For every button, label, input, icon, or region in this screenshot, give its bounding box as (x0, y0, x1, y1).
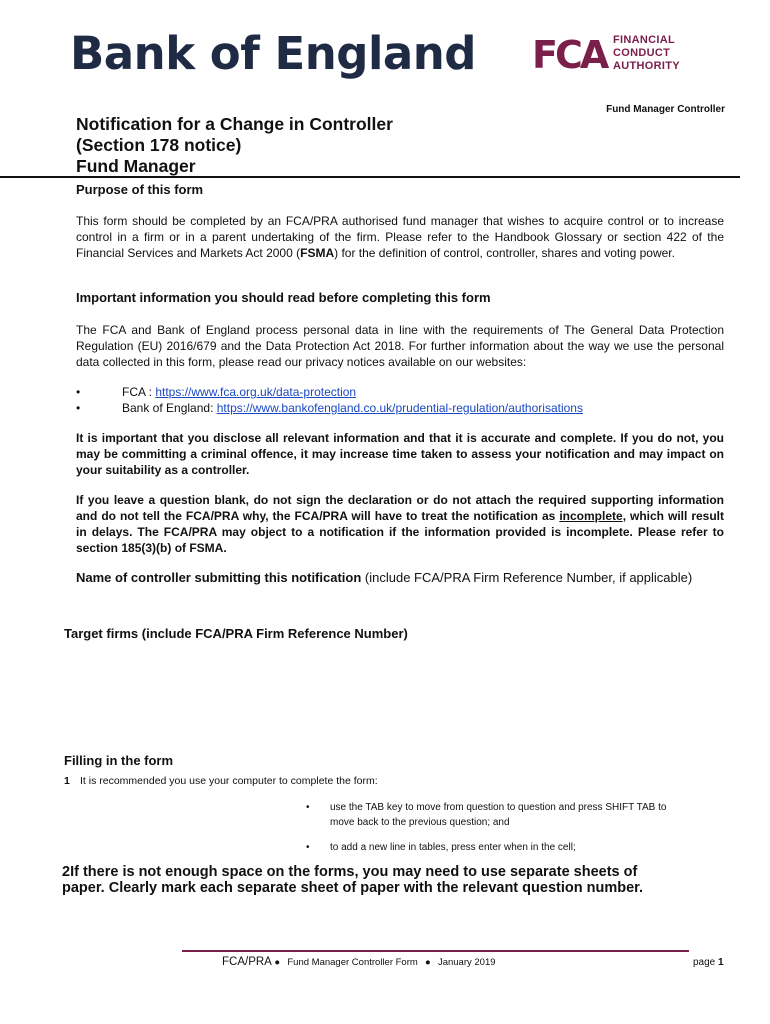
incomplete-warning (76, 492, 724, 556)
instruction-bullet-text: to add a new line in tables, press enter when in the cell; (330, 842, 576, 853)
controller-note: (include FCA/PRA Firm Reference Number, if applicable) (361, 570, 693, 585)
list-item (306, 800, 686, 832)
purpose-paragraph (76, 213, 724, 261)
list-item (76, 384, 356, 400)
important-heading: Important information you should read before completing this form (76, 290, 491, 305)
link-label: Bank of England: (122, 401, 217, 415)
link-label: FCA : (122, 385, 156, 399)
step-number: 2 (62, 864, 71, 880)
step-text: It is recommended you use your computer to complete the form: (80, 775, 378, 787)
page-number-value: 1 (718, 957, 724, 968)
fca-logo-line: CONDUCT (613, 47, 671, 59)
page-label: page (693, 957, 716, 968)
boe-privacy-link[interactable]: https://www.bankofengland.co.uk/prudential-regulation/authorisations (216, 401, 583, 415)
fca-logo-wordmark (613, 34, 680, 73)
instruction-bullet-text: use the TAB key to move from question to question and press SHIFT TAB to move back to the previous question; and (330, 802, 667, 828)
step-number: 1 (64, 775, 70, 787)
fca-privacy-link[interactable]: https://www.fca.org.uk/data-protection (155, 385, 357, 399)
fca-logo-line: FINANCIAL (613, 34, 675, 46)
svg-text:FCA: FCA (532, 33, 607, 77)
target-firms-heading: Target firms (include FCA/PRA Firm Reference Number) (64, 626, 408, 641)
bullet: • (76, 401, 81, 415)
controller-heading: Name of controller submitting this notification (76, 570, 362, 585)
footer-dot: ● (274, 957, 281, 968)
footer-org: FCA/PRA (222, 956, 272, 968)
form-type-tag: Fund Manager Controller (606, 104, 725, 115)
incomplete-word: incomplete (559, 509, 623, 523)
title-line: Notification for a Change in Controller (76, 114, 393, 134)
list-item (306, 840, 686, 856)
footer-date: January 2019 (437, 957, 496, 968)
title-divider (0, 176, 740, 178)
footer (222, 956, 496, 968)
step-text: If there is not enough space on the forms, you may need to use separate sheets of paper. Clearly mark each separate sheet of paper with the relevant question number. (62, 864, 644, 896)
footer-dot: ● (425, 957, 431, 968)
filling-heading: Filling in the form (64, 753, 174, 768)
warning-text: If you leave a question blank, do not sign the declaration or do not attach the required supporting information and do not tell the FCA/PRA why, the FCA/PRA will have to treat the notification as (76, 493, 724, 523)
purpose-text: ) for the definition of control, controller, shares and voting power. (334, 246, 675, 260)
important-paragraph: The FCA and Bank of England process personal data in line with the requirements of The General Data Protection Regulation (EU) 2016/679 and the Data Protection Act 2018. For further information about the way we use the personal data collected in this form, please read our privacy notices available on our websites: (76, 323, 724, 369)
fsma-abbrev: FSMA (300, 246, 335, 260)
controller-name-field-label (76, 570, 716, 586)
footer-form-name: Fund Manager Controller Form (287, 957, 418, 968)
warning-text: , which will result in delays. The FCA/PRA may object to a notification if the information provided is incomplete. Please refer to section 185(3)(b) of FSMA. (76, 509, 724, 555)
page-number (693, 957, 724, 968)
disclosure-warning: It is important that you disclose all relevant information and that it is accurate and complete. If you do not, you may be committing a criminal offence, it may increase time taken to assess your notification and may impact on your suitability as a controller. (76, 431, 724, 477)
bank-of-england-logo: Bank of England (70, 27, 476, 80)
instruction-step-2 (62, 864, 682, 896)
title-line: (Section 178 notice) (76, 135, 242, 155)
page-title (76, 114, 393, 177)
list-item (76, 400, 583, 416)
instruction-step-1 (64, 775, 378, 787)
fca-logo-mark-icon (530, 24, 612, 80)
fca-logo (530, 24, 720, 82)
title-line: Fund Manager (76, 156, 196, 176)
bullet: • (306, 802, 310, 813)
footer-divider (182, 950, 689, 952)
purpose-heading: Purpose of this form (76, 182, 204, 197)
bullet: • (306, 842, 310, 853)
purpose-text: This form should be completed by an FCA/PRA authorised fund manager that wishes to acquire control or to increase control in a firm or in a parent undertaking of the firm. Please refer to the Handbook Glossary or section 422 of the Financial Services and Markets Act 2000 ( (76, 214, 724, 260)
fca-logo-line: AUTHORITY (613, 60, 680, 72)
bullet: • (76, 385, 81, 399)
